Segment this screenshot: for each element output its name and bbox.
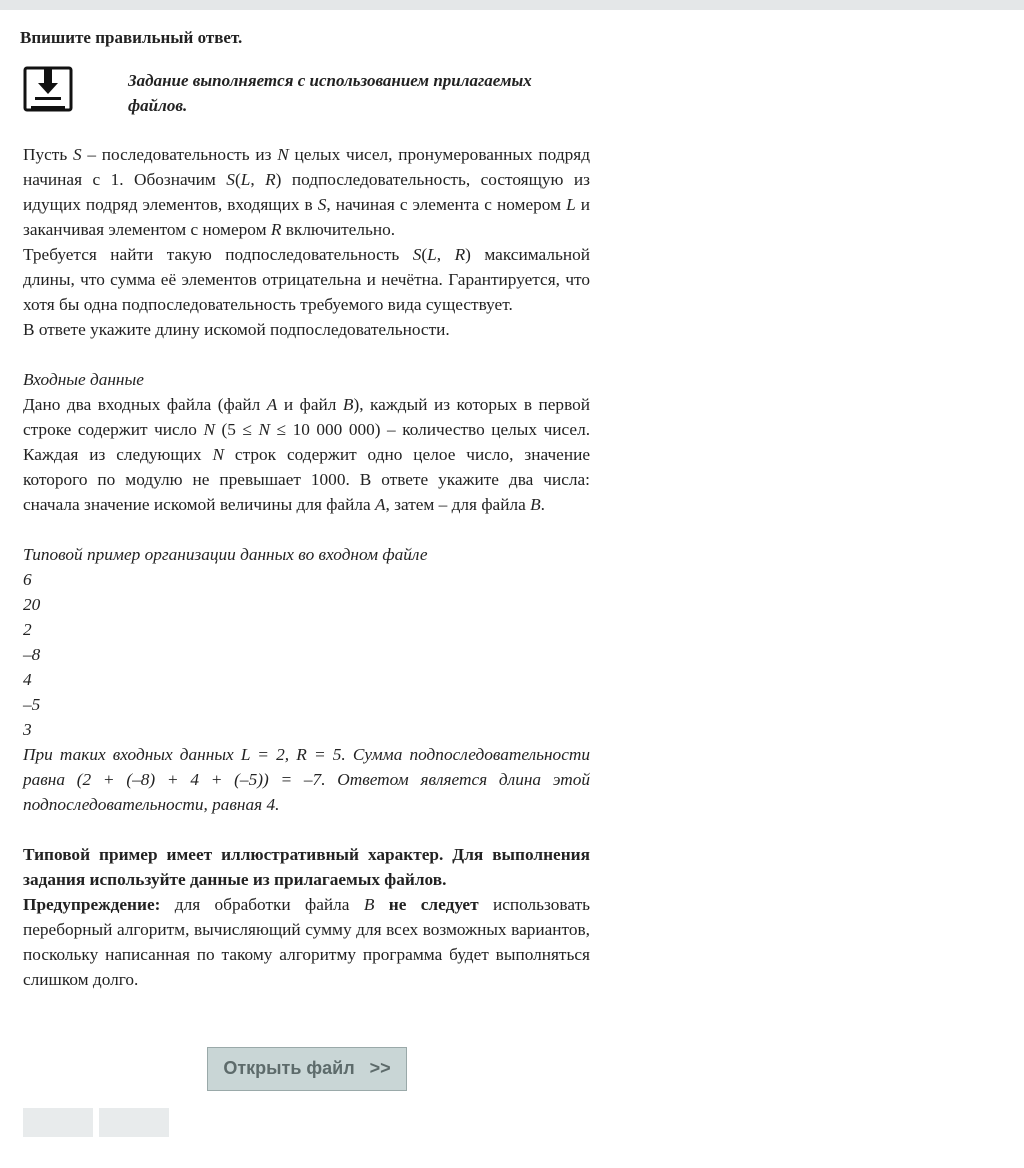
example-value: 4 [23,670,32,689]
example-heading: Типовой пример организации данных во входном файле [23,545,428,564]
answer-input-a[interactable] [23,1108,93,1137]
download-icon[interactable] [23,66,73,112]
example-value: –8 [23,645,41,664]
top-bar [0,0,1024,10]
instruction-heading: Впишите правильный ответ. [20,28,243,47]
task-paragraph-3: В ответе укажите длину искомой подпоследовательности. [23,320,450,339]
file-note: Задание выполняется с использованием прилагаемых файлов. [128,71,532,115]
task-paragraph-2: Требуется найти такую подпоследовательность S(L, R) максимальной длины, что сумма её элементов отрицательна и нечётна. Гарантируется, что хотя бы одна подпоследовательность требуемого вида существует. [23,245,591,314]
example-value: 6 [23,570,32,589]
task-content [23,142,590,992]
task-paragraph-1: Пусть S – последовательность из N целых чисел, пронумерованных подряд начиная с 1. Обозначим S(L, R) подпоследовательность, состоящую из идущих подряд элементов, входящих в S, начиная с элемента с номером L и заканчивая элементом с номером R включительно. [23,145,591,239]
example-explanation: При таких входных данных L = 2, R = 5. Сумма подпоследовательности равна (2 + (–8) + 4 + (–5)) = –7. Ответом является длина этой подпоследовательности, равная 4. [23,745,590,814]
example-value: 3 [23,720,32,739]
illustrative-notice: Типовой пример имеет иллюстративный характер. Для выполнения задания используйте данные из прилагаемых файлов. [23,845,590,889]
warning-label: Предупреждение: [23,895,161,914]
input-description: Дано два входных файла (файл A и файл B), каждый из которых в первой строке содержит число N (5 ≤ N ≤ 10 000 000) – количество целых чисел. Каждая из следующих N строк содержит одно целое число, значение которого по модулю не превышает 1000. В ответе укажите два числа: сначала значение искомой величины для файла A, затем – для файла B. [23,395,591,514]
example-value: 20 [23,595,41,614]
download-icon-graphic [23,66,73,112]
answer-input-b[interactable] [99,1108,169,1137]
warning-paragraph: Предупреждение: для обработки файла B не следует использовать переборный алгоритм, вычисляющий сумму для всех возможных вариантов, поскольку написанная по такому алгоритму программа будет выполняться слишком долго. [23,895,591,989]
example-value: –5 [23,695,41,714]
input-heading: Входные данные [23,370,144,389]
open-file-button[interactable]: Открыть файл >> [207,1047,407,1091]
example-value: 2 [23,620,32,639]
